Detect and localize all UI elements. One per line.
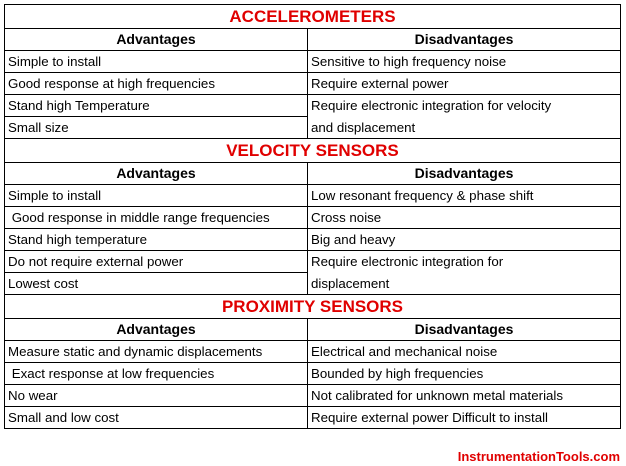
- disadvantages-header: Disadvantages: [308, 29, 621, 51]
- header-row: [5, 163, 621, 185]
- table-row: [5, 341, 621, 363]
- advantage-cell: Do not require external power: [5, 251, 308, 273]
- disadvantage-cell: displacement: [308, 273, 621, 295]
- disadvantage-cell: Not calibrated for unknown metal materials: [308, 385, 621, 407]
- advantages-header: Advantages: [5, 29, 308, 51]
- comparison-sheet: [4, 4, 620, 429]
- table-row: [5, 273, 621, 295]
- table-row: [5, 185, 621, 207]
- section-title-row: [5, 139, 621, 163]
- disadvantage-cell: Require external power: [308, 73, 621, 95]
- disadvantage-cell: and displacement: [308, 117, 621, 139]
- advantage-cell: Lowest cost: [5, 273, 308, 295]
- advantages-header: Advantages: [5, 163, 308, 185]
- disadvantage-cell: Require electronic integration for: [308, 251, 621, 273]
- table-row: [5, 117, 621, 139]
- section-title-row: [5, 295, 621, 319]
- table-row: [5, 229, 621, 251]
- advantage-cell: Exact response at low frequencies: [5, 363, 308, 385]
- advantage-cell: Good response in middle range frequencies: [5, 207, 308, 229]
- advantage-cell: Stand high temperature: [5, 229, 308, 251]
- section-title: VELOCITY SENSORS: [5, 139, 621, 163]
- disadvantage-cell: Sensitive to high frequency noise: [308, 51, 621, 73]
- section-title-row: [5, 5, 621, 29]
- disadvantage-cell: Require electronic integration for velocity: [308, 95, 621, 117]
- section-title: ACCELEROMETERS: [5, 5, 621, 29]
- disadvantage-cell: Bounded by high frequencies: [308, 363, 621, 385]
- advantage-cell: Good response at high frequencies: [5, 73, 308, 95]
- advantages-header: Advantages: [5, 319, 308, 341]
- section-title: PROXIMITY SENSORS: [5, 295, 621, 319]
- header-row: [5, 29, 621, 51]
- table-row: [5, 207, 621, 229]
- disadvantage-cell: Low resonant frequency & phase shift: [308, 185, 621, 207]
- disadvantage-cell: Require external power Difficult to install: [308, 407, 621, 429]
- sensor-comparison-table: [4, 4, 621, 429]
- table-row: [5, 363, 621, 385]
- disadvantage-cell: Electrical and mechanical noise: [308, 341, 621, 363]
- table-row: [5, 251, 621, 273]
- watermark-text: InstrumentationTools.com: [457, 449, 620, 464]
- header-row: [5, 319, 621, 341]
- advantage-cell: Small and low cost: [5, 407, 308, 429]
- table-row: [5, 51, 621, 73]
- table-row: [5, 385, 621, 407]
- advantage-cell: No wear: [5, 385, 308, 407]
- advantage-cell: Simple to install: [5, 185, 308, 207]
- disadvantage-cell: Big and heavy: [308, 229, 621, 251]
- advantage-cell: Stand high Temperature: [5, 95, 308, 117]
- disadvantages-header: Disadvantages: [308, 319, 621, 341]
- table-row: [5, 95, 621, 117]
- table-row: [5, 73, 621, 95]
- advantage-cell: Measure static and dynamic displacements: [5, 341, 308, 363]
- advantage-cell: Small size: [5, 117, 308, 139]
- table-row: [5, 407, 621, 429]
- disadvantage-cell: Cross noise: [308, 207, 621, 229]
- disadvantages-header: Disadvantages: [308, 163, 621, 185]
- advantage-cell: Simple to install: [5, 51, 308, 73]
